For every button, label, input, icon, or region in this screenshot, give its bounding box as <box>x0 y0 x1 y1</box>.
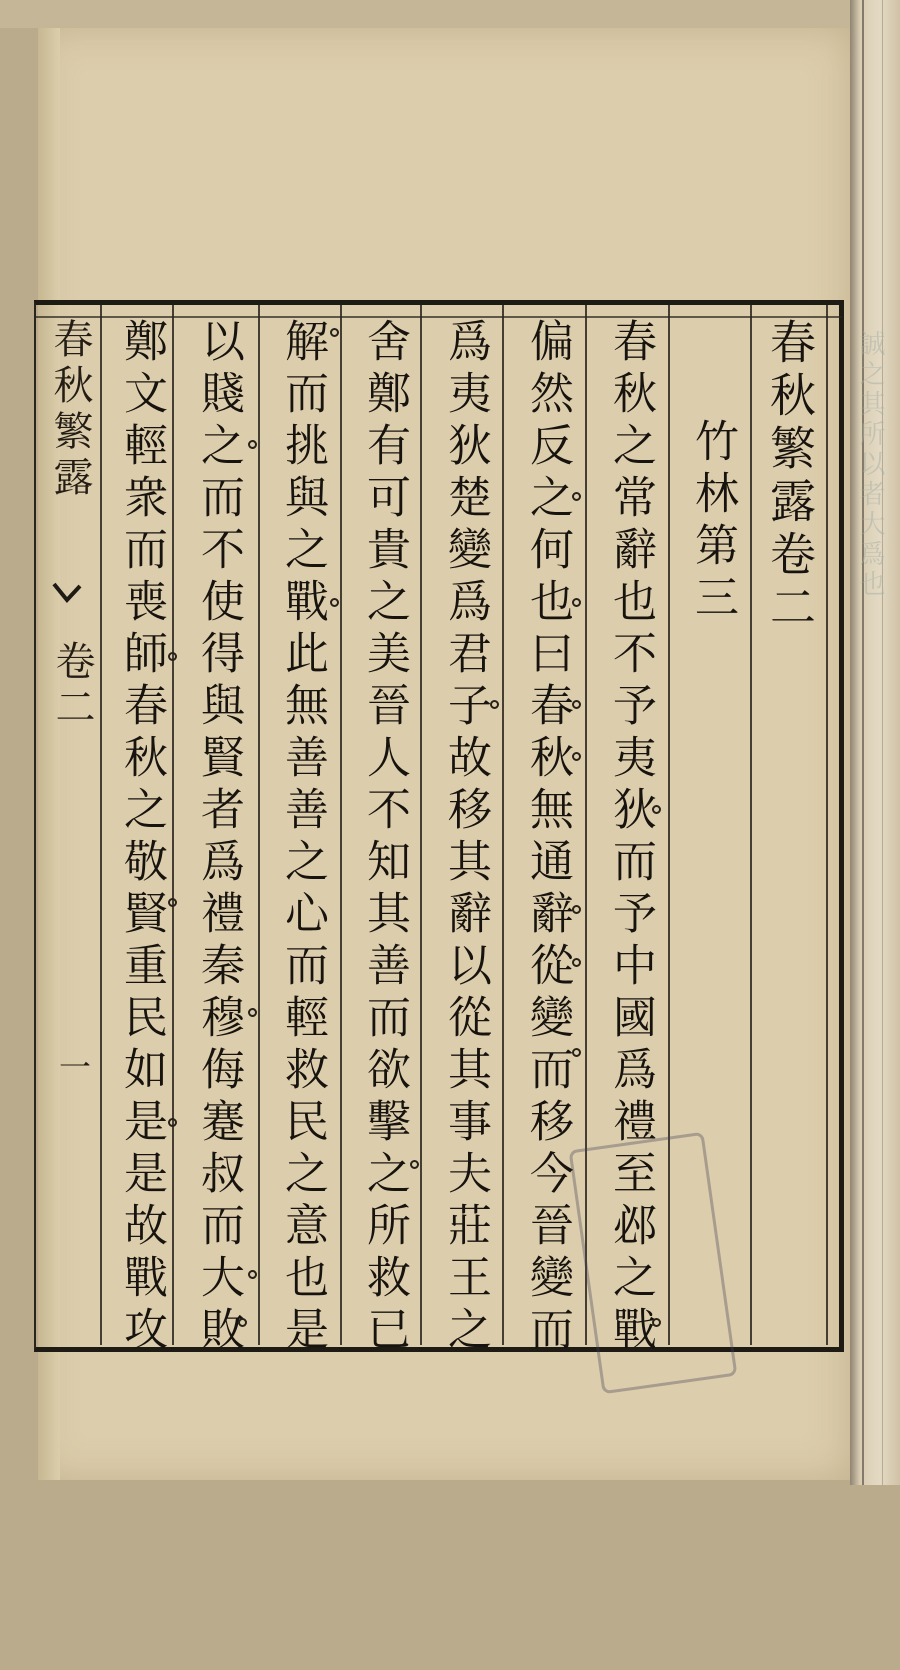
text-column: 鄭文輕衆而喪師春秋之敬賢重民如是是故戰攻 <box>116 318 167 1358</box>
punctuation-mark <box>572 958 581 967</box>
scan-background-top <box>0 0 900 28</box>
binding-fold <box>862 0 864 1485</box>
column-rule <box>420 305 422 1345</box>
punctuation-mark <box>572 492 581 501</box>
punctuation-mark <box>572 598 581 607</box>
bleed-through-text: 誠之其所以者大爲也 <box>855 330 885 600</box>
leaf-number: 一 <box>54 1050 92 1082</box>
column-rule <box>258 305 260 1345</box>
column-rule <box>340 305 342 1345</box>
text-column: 以賤之而不使得與賢者爲禮秦穆侮蹇叔而大敗 <box>193 318 244 1358</box>
text-column: 舍鄭有可貴之美晉人不知其善而欲擊之所救已 <box>359 318 410 1358</box>
margin-book-title: 春秋繁露 <box>47 318 93 502</box>
punctuation-mark <box>330 598 339 607</box>
column-rule <box>826 305 828 1345</box>
margin-volume: 卷二 <box>49 640 95 732</box>
punctuation-mark <box>490 700 499 709</box>
chapter-heading: 竹林第三 <box>687 418 738 626</box>
punctuation-mark <box>572 700 581 709</box>
punctuation-mark <box>330 328 339 337</box>
punctuation-mark <box>238 1318 247 1327</box>
punctuation-mark <box>168 1118 177 1127</box>
punctuation-mark <box>248 1270 257 1279</box>
text-column: 偏然反之何也曰春秋無通辭從變而移今晉變而 <box>522 318 573 1358</box>
punctuation-mark <box>248 1008 257 1017</box>
punctuation-mark <box>248 440 257 449</box>
punctuation-mark <box>572 1048 581 1057</box>
book-title-heading: 春秋繁露卷二 <box>763 318 817 636</box>
column-rule <box>502 305 504 1345</box>
fishtail-mark-icon <box>52 580 82 620</box>
punctuation-mark <box>168 898 177 907</box>
text-column: 解而挑與之戰此無善善之心而輕救民之意也是 <box>277 318 328 1358</box>
punctuation-mark <box>572 905 581 914</box>
punctuation-mark <box>652 805 661 814</box>
column-rule <box>172 305 174 1345</box>
punctuation-mark <box>572 752 581 761</box>
punctuation-mark <box>168 652 177 661</box>
text-column: 爲夷狄楚變爲君子故移其辭以從其事夫莊王之 <box>440 318 491 1358</box>
text-column: 春秋之常辭也不予夷狄而予中國爲禮至邲之戰 <box>605 318 656 1358</box>
column-rule <box>100 305 102 1345</box>
column-rule <box>750 305 752 1345</box>
punctuation-mark <box>410 1160 419 1169</box>
